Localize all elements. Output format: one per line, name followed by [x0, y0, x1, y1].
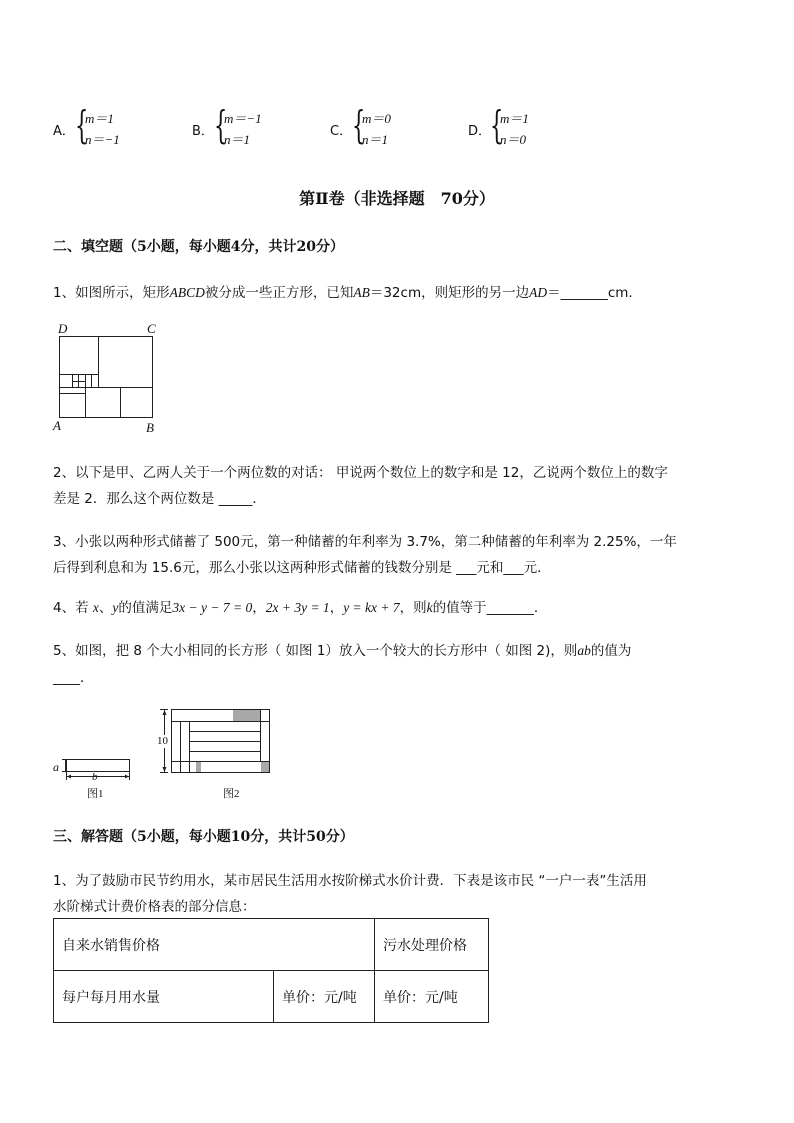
q4-equation: 3x − y − 7 = 0 — [172, 600, 253, 615]
fig1-label-a: a — [53, 760, 59, 774]
question-3-line2: 后得到利息和为 15.6元，那么小张以这两种形式储蓄的钱数分别是 ___元和___元． — [53, 560, 551, 576]
section-title: 第Ⅱ卷（非选择题 70分） — [299, 189, 495, 208]
fig2-caption: 图2 — [223, 788, 240, 800]
solve-1-line1: 1、为了鼓励市民节约用水，某市居民生活用水按阶梯式水价计费．下表是该市民 “一户一表”生活用 — [53, 873, 647, 889]
equation-line: m＝1 — [85, 111, 114, 126]
q1-var: ABCD — [169, 285, 205, 300]
part3-heading: 三、解答题（5小题，每小题10分，共计50分） — [53, 829, 354, 845]
option-label: D． — [468, 124, 492, 139]
fig1-label-b: b — [92, 771, 98, 783]
question-4 — [53, 596, 547, 616]
question-5 — [53, 639, 631, 659]
equation-line: m＝1 — [500, 111, 529, 126]
option-label: A． — [53, 124, 75, 139]
squares-figure — [56, 333, 156, 421]
fig2-height-label: 10 — [157, 735, 168, 747]
table-cell: 单价：元/吨 — [375, 971, 489, 1023]
shaded-gap-top — [233, 710, 260, 721]
q5-var: ab — [577, 643, 591, 658]
q4-text: ， — [252, 600, 266, 616]
equation-line: n＝1 — [224, 132, 251, 147]
q4-var: k — [426, 600, 433, 615]
vertex-label-b: B — [146, 420, 154, 435]
table-cell: 自来水销售价格 — [54, 919, 375, 971]
q1-text: ＝_______cm． — [547, 285, 642, 301]
question-2-line1: 2、以下是甲、乙两人关于一个两位数的对话： 甲说两个数位上的数字和是 12，乙说两个数位上的数字 — [53, 465, 668, 481]
left-brace: { — [352, 103, 366, 147]
q1-text: 1、如图所示，矩形 — [53, 285, 170, 301]
part2-heading: 二、填空题（5小题，每小题4分，共计20分） — [53, 239, 344, 255]
equation-line: m＝0 — [362, 111, 391, 126]
q1-text: ＝32cm，则矩形的另一边 — [369, 285, 530, 301]
shaded-gap-bottom-right — [261, 762, 269, 772]
q5-text: 5、如图，把 8 个大小相同的长方形（ 如图 1）放入一个较大的长方形中（ 如图 2)，则 — [53, 643, 578, 659]
q4-text: 、 — [98, 600, 113, 616]
equation-line: n＝1 — [362, 132, 389, 147]
vertex-label-a: A — [53, 418, 61, 433]
vertex-label-c: C — [147, 321, 156, 336]
q1-text: 被分成一些正方形，已知 — [204, 285, 354, 301]
option-label: C． — [330, 124, 353, 139]
table-cell: 污水处理价格 — [375, 919, 489, 971]
q4-equation: y = kx + 7 — [343, 600, 400, 615]
q4-text: ， — [329, 600, 344, 616]
left-brace: { — [490, 103, 504, 147]
q4-text: ，则 — [399, 600, 427, 616]
figure-2-rectangle — [156, 706, 274, 778]
table-cell: 单价：元/吨 — [274, 971, 375, 1023]
q4-var: y — [112, 600, 119, 615]
equation-line: n＝−1 — [85, 132, 120, 147]
q4-equation: 2x + 3y = 1 — [265, 600, 330, 615]
option-label: B． — [192, 124, 214, 139]
table-row — [54, 971, 489, 1023]
solve-1-line2: 水阶梯式计费价格表的部分信息： — [53, 899, 256, 915]
q4-var: x — [92, 600, 99, 615]
equation-line: n＝0 — [500, 132, 527, 147]
vertex-label-d: D — [58, 321, 68, 336]
table-cell: 每户每月用水量 — [54, 971, 274, 1023]
question-2-line2: 差是 2．那么这个两位数是 _____． — [53, 491, 266, 507]
question-5-line2: ____． — [53, 670, 94, 686]
shaded-gap-bottom-left — [196, 762, 201, 772]
q1-var: AD — [529, 285, 548, 300]
table-row — [54, 919, 489, 971]
equation-line: m＝−1 — [224, 111, 262, 126]
left-brace: { — [75, 103, 89, 147]
q4-text: 的值等于_______． — [432, 600, 548, 616]
figure-1-rectangle — [58, 756, 134, 784]
q4-text: 的值满足 — [118, 600, 173, 616]
question-3-line1: 3、小张以两种形式储蓄了 500元，第一种储蓄的年利率为 3.7%，第二种储蓄的年利率为 2.25%，一年 — [53, 534, 677, 550]
q4-text: 4、若 — [53, 600, 89, 616]
fig1-caption: 图1 — [87, 788, 104, 800]
left-brace: { — [214, 103, 228, 147]
price-table — [53, 918, 489, 1023]
q1-var: AB — [353, 285, 370, 300]
question-1 — [53, 281, 642, 301]
q5-text: 的值为 — [590, 643, 632, 659]
